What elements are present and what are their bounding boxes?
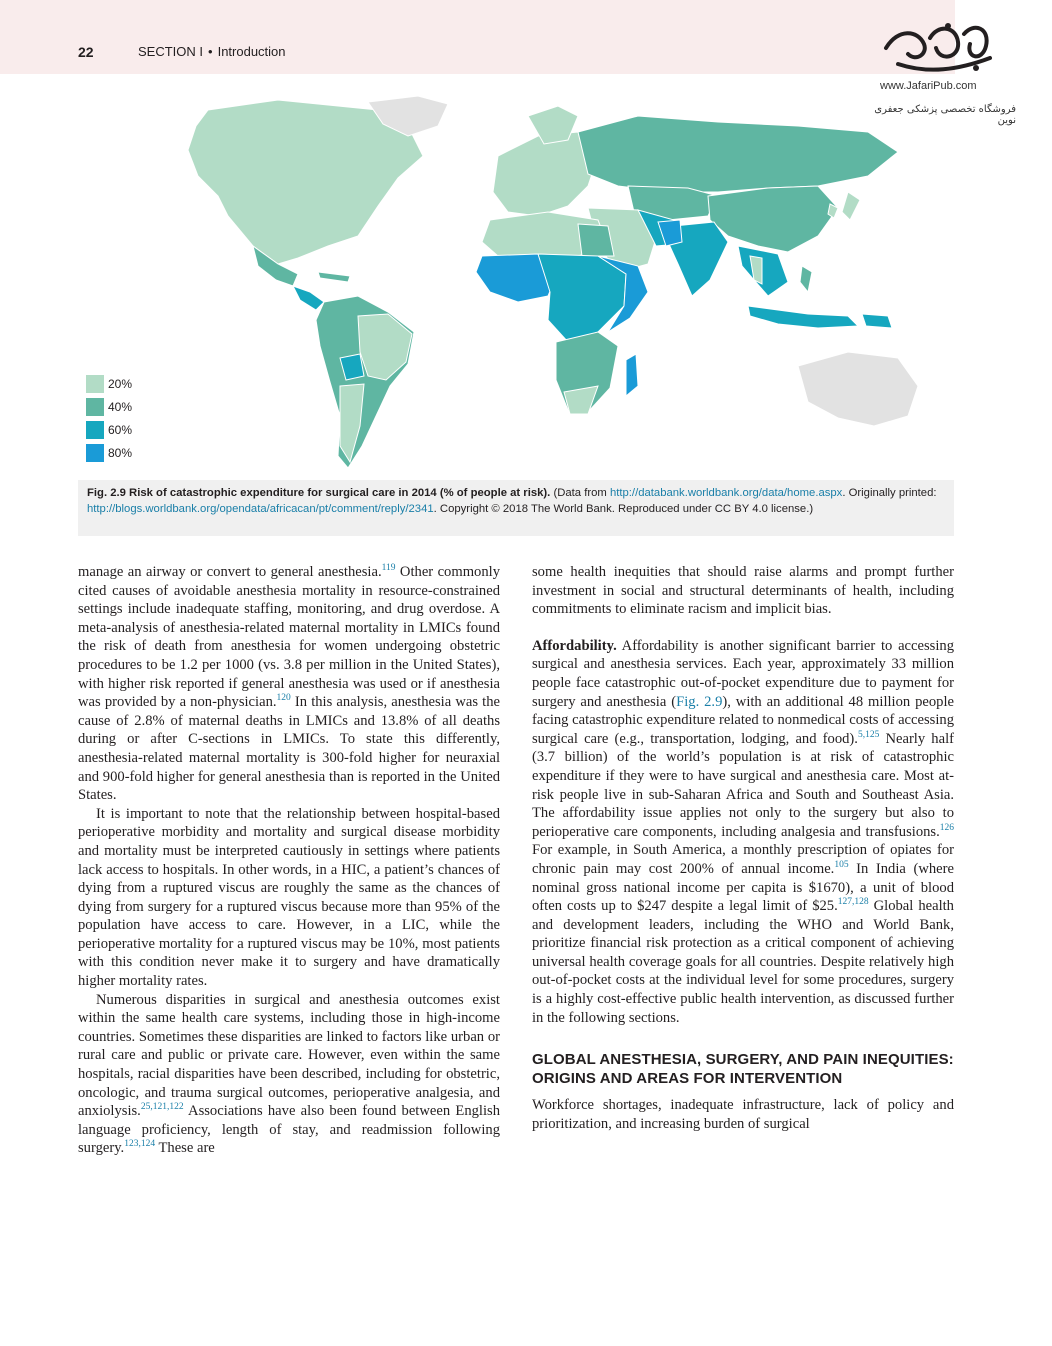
legend-item <box>86 418 132 441</box>
body-text: For example, in South America, a monthly prescription of opiates for chronic pain may cost 200% of annual income. <box>532 842 954 877</box>
section-heading: GLOBAL ANESTHESIA, SURGERY, AND PAIN INEQUITIES: ORIGINS AND AREAS FOR INTERVENTION <box>532 1051 954 1087</box>
bullet-separator: • <box>208 44 213 59</box>
paragraph: Workforce shortages, inadequate infrastructure, lack of policy and prioritization, and increasing burden of surgical <box>532 1097 954 1132</box>
caption-text: . Originally printed: <box>842 487 937 499</box>
legend-label: 20% <box>108 376 133 391</box>
map-indonesia <box>748 306 858 328</box>
body-text: In India (where nominal gross national income per capita is $1670), a unit of blood often costs up to $247 despite a legal limit of $25. <box>532 860 954 915</box>
map-madagascar <box>626 354 638 396</box>
body-text: Other commonly cited causes of avoidable anesthesia mortality in resource-constrained settings include inadequate staffing, monitoring, and drug overdose. A meta-analysis of anesthesia-related maternal mortality in LMICs found the risk of death from anesthesia for women undergoing obstetric procedures to be 1.2 per 1000 (vs. 3.8 per million in the United States), with higher risk reported if general anesthesia was used or if anesthesia was provided by a non-physician. <box>78 564 500 711</box>
reference[interactable]: 123,124 <box>124 1139 156 1150</box>
figure-reference[interactable]: Fig. 2.9 <box>676 693 723 710</box>
map-southeast-asia <box>738 246 788 296</box>
body-text: Nearly half (3.7 billion) of the world’s population is at risk of catastrophic expenditure if they were to have surgical and anesthesia care. Most at-risk people live in sub-Saharan Africa and South and Southeast Asia. The affordability issue applies not only to the surgery but also to perioperative care components, including analgesia and transfusions. <box>532 730 954 840</box>
paragraph <box>532 637 954 1027</box>
legend-label: 60% <box>108 422 133 437</box>
figure-caption <box>78 480 954 536</box>
body-text: manage an airway or convert to general anesthesia. <box>78 564 382 580</box>
legend-item <box>86 395 132 418</box>
legend-label: 40% <box>108 399 133 414</box>
legend-item <box>86 372 132 395</box>
caption-link[interactable]: http://databank.worldbank.org/data/home.aspx <box>609 487 843 499</box>
legend-label: 80% <box>108 445 133 460</box>
legend-swatch <box>86 375 104 393</box>
body-text: Global health and development leaders, including the WHO and World Bank, prioritize financial risk protection as a critical component of achieving universal health coverage goals for all countries. Despite relatively high out-of-pocket costs at the individual level for some procedures, surgery is a highly cost-effective public health intervention, as discussed further in the following sections. <box>532 898 954 1026</box>
running-head <box>138 44 286 59</box>
caption-link[interactable]: http://blogs.worldbank.org/opendata/africacan/pt/comment/reply/2341 <box>87 502 434 515</box>
reference[interactable]: 120 <box>276 693 291 704</box>
page-number: 22 <box>78 44 94 60</box>
map-russia <box>578 116 898 192</box>
reference[interactable]: 126 <box>939 822 954 833</box>
map-egypt <box>578 224 614 256</box>
world-map <box>78 96 954 480</box>
watermark-url: www.JafariPub.com <box>880 80 977 92</box>
map-central-america <box>293 286 324 310</box>
paragraph <box>78 991 500 1158</box>
left-column <box>78 563 500 1158</box>
section-label: SECTION I <box>138 44 204 59</box>
caption-text: . Copyright © 2018 The World Bank. Reproduced under CC BY 4.0 license.) <box>433 502 814 515</box>
caption-text: (Data from <box>550 487 610 499</box>
reference[interactable]: 127,128 <box>837 897 869 908</box>
map-australia <box>798 352 918 426</box>
body-text: These are <box>155 1140 215 1157</box>
reference[interactable]: 5,125 <box>857 729 880 740</box>
paragraph <box>78 563 500 805</box>
legend-swatch <box>86 398 104 416</box>
paragraph: It is important to note that the relationship between hospital-based perioperative morbidity and mortality and surgical disease morbidity and mortality must be interpreted cautiously in settings where patients lack access to hospitals. In other words, in a HIC, a patient’s chances of dying from a ruptured viscus are roughly the same as the chances of dying from surgery for a ruptured viscus because more than 95% of the population have access to care. However, in a LIC, while the perioperative mortality for a ruptured viscus may be 10%, most patients with this condition never make it to surgery and have dramatically higher mortality rates. <box>78 805 500 990</box>
caption-label: Fig. 2.9 Risk of catastrophic expenditure for surgical care in 2014 (% of people at risk). <box>87 487 551 499</box>
body-text: Affordability is another significant barrier to accessing surgical and anesthesia services. Each year, approximately 33 million people face catastrophic out-of-pocket expenditure due to payment for surgery and anesthesia ( <box>532 637 954 710</box>
watermark-subtitle: فروشگاه تخصصی پزشکی جعفری نوین <box>874 104 1016 126</box>
calligraphy-logo-icon <box>878 18 998 76</box>
legend-swatch <box>86 444 104 462</box>
map-philippines <box>800 266 812 292</box>
run-in-heading: Affordability. <box>532 637 617 654</box>
map-caribbean <box>318 272 350 282</box>
map-southern-cone <box>340 384 364 462</box>
legend-swatch <box>86 421 104 439</box>
map-japan <box>842 192 860 220</box>
body-text: In this analysis, anesthesia was the cause of 2.8% of maternal deaths in LMICs and 13.8% of all deaths during or after C-sections in LMICs. To state this differently, anesthesia-related maternal mortality is 300-fold higher for neuraxial and 900-fold higher for general anesthesia than is reported in the United States. <box>78 694 500 804</box>
right-column <box>532 563 954 1133</box>
map-papua <box>862 314 892 328</box>
body-text: Numerous disparities in surgical and anesthesia outcomes exist within the same health care systems, including those in high-income countries. Sometimes these disparities are linked to factors like urban or rural care and public or private care. However, even within the same hospitals, racial disparities have been described, including for obstetric, oncologic, and trauma surgical outcomes, perioperative analgesia, and anxiolysis. <box>78 991 500 1120</box>
header-band <box>0 0 955 74</box>
reference[interactable]: 119 <box>381 563 396 574</box>
body-text: Associations have also been found between English language proficiency, length of stay, and readmission following surgery. <box>78 1103 500 1157</box>
paragraph: some health inequities that should raise alarms and prompt further investment in social and structural determinants of health, including commitments to eliminate racism and implicit bias. <box>532 564 954 618</box>
map-legend <box>86 372 132 464</box>
body-text: ), with an additional 48 million people facing catastrophic expenditure related to nonmedical costs of accessing surgical care (e.g., transportation, lodging, and food). <box>532 693 955 747</box>
chapter-label: Introduction <box>217 44 286 59</box>
reference[interactable]: 25,121,122 <box>140 1102 184 1113</box>
legend-item <box>86 441 132 464</box>
reference[interactable]: 105 <box>834 860 849 871</box>
